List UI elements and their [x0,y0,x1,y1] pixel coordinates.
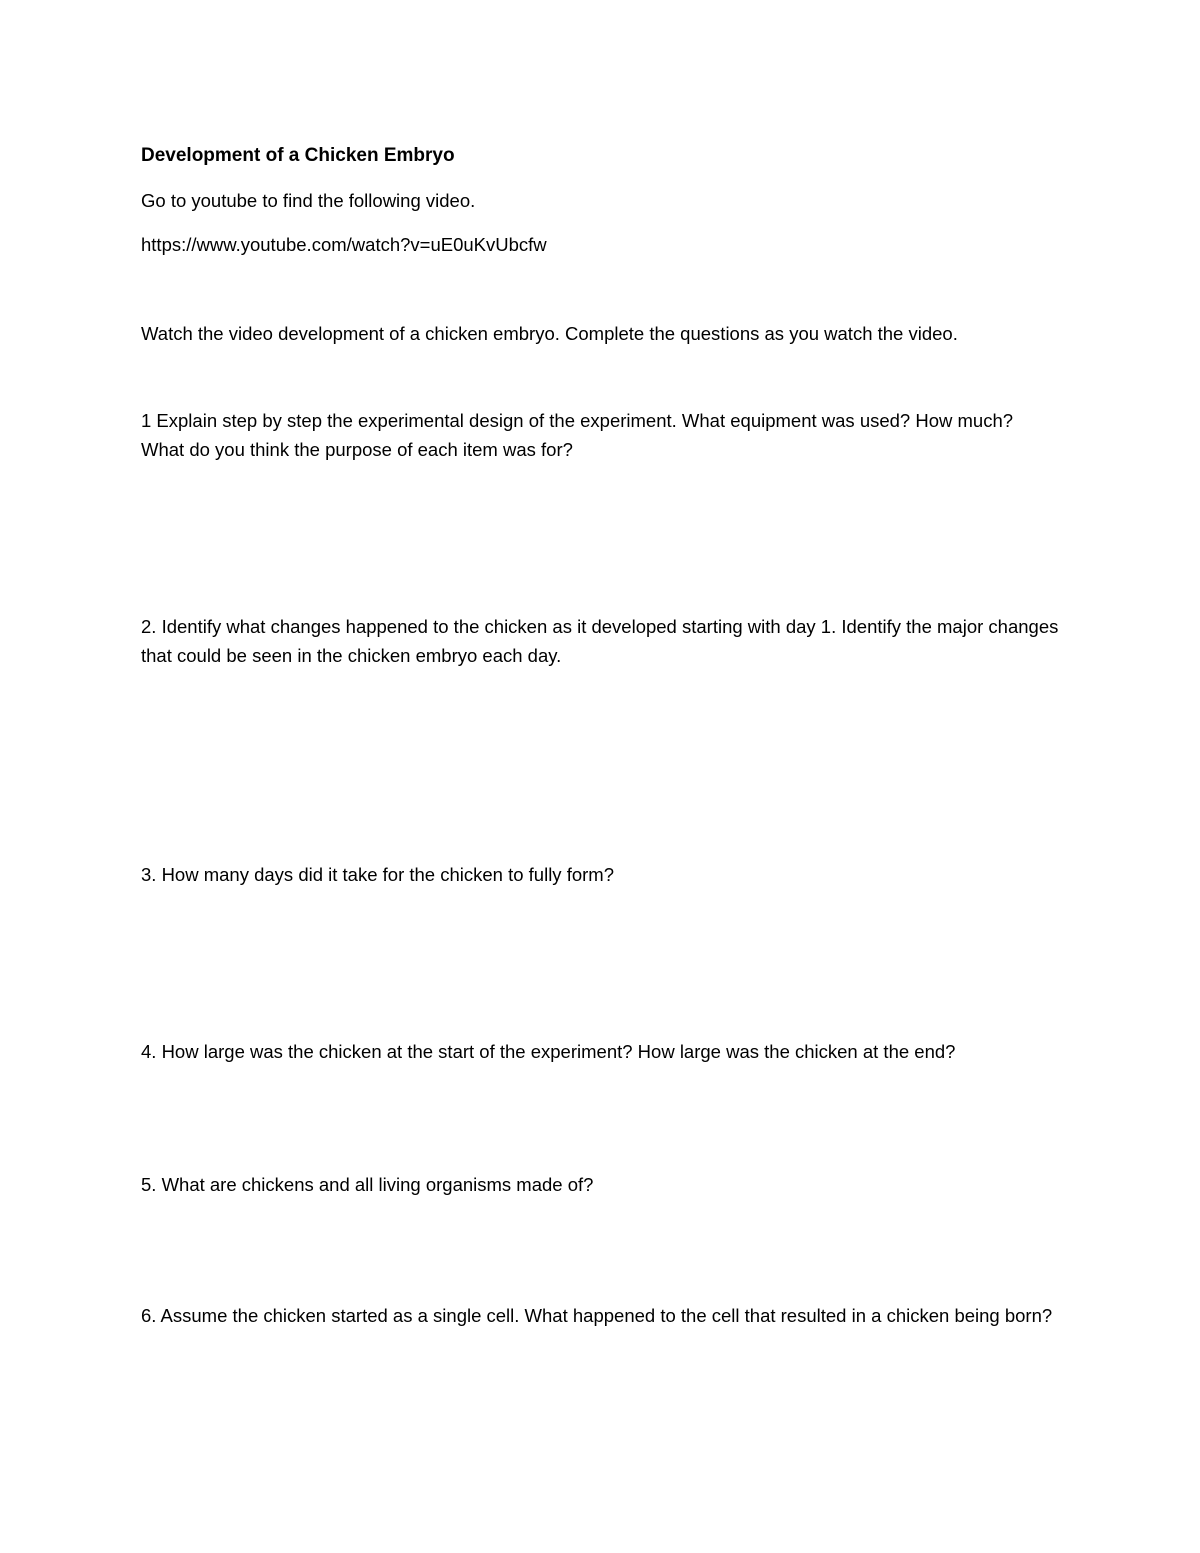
question-1: 1 Explain step by step the experimental design of the experiment. What equipment was used? How much? What do you think the purpose of each item was for? [141,410,1014,460]
intro-text: Go to youtube to find the following video. [141,190,476,211]
instructions-text: Watch the video development of a chicken embryo. Complete the questions as you watch the video. [141,323,958,344]
question-3: 3. How many days did it take for the chicken to fully form? [141,864,614,885]
document-title: Development of a Chicken Embryo [141,145,455,166]
video-url: https://www.youtube.com/watch?v=uE0uKvUbcfw [141,234,547,255]
question-6: 6. Assume the chicken started as a single cell. What happened to the cell that resulted in a chicken being born? [141,1305,1053,1326]
question-5: 5. What are chickens and all living organisms made of? [141,1174,594,1195]
question-4: 4. How large was the chicken at the start of the experiment? How large was the chicken at the end? [141,1041,956,1062]
question-2: 2. Identify what changes happened to the chicken as it developed starting with day 1. Identify the major changes that could be seen in the chicken embryo each day. [141,616,1059,666]
